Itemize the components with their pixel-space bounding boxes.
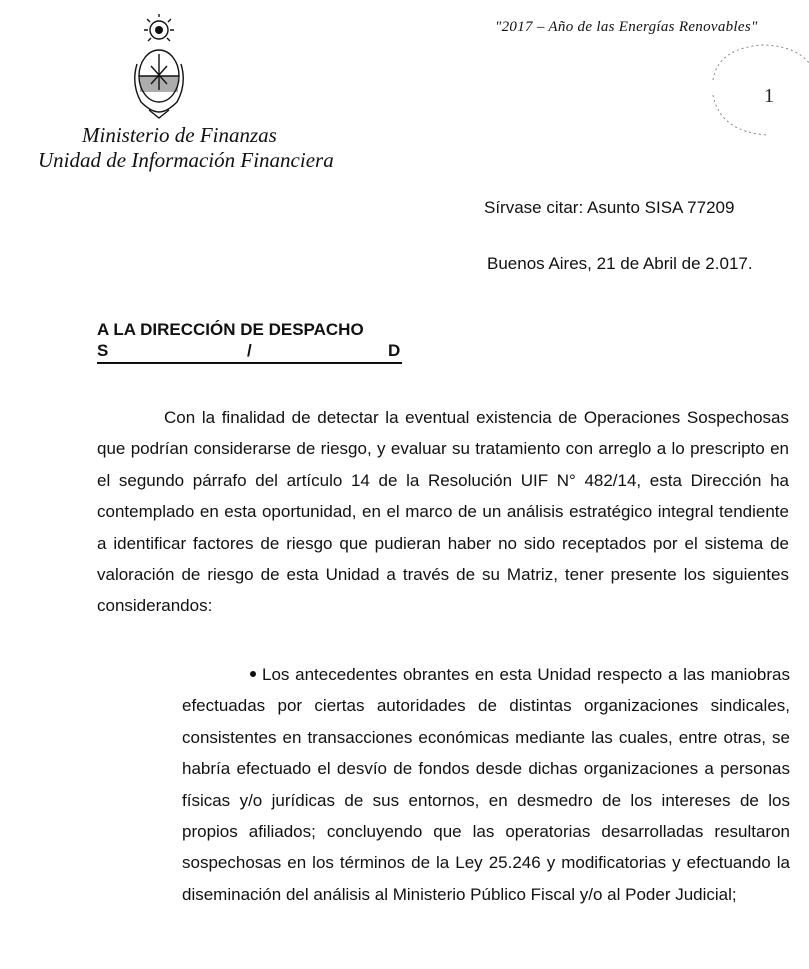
- folio-number: 1: [764, 85, 774, 107]
- sd-d: D: [388, 341, 401, 360]
- year-motto: "2017 – Año de las Energías Renovables": [495, 19, 758, 35]
- body-paragraph: [97, 402, 789, 622]
- sd-line: [97, 341, 402, 364]
- bullet-item: [182, 659, 790, 910]
- letter-date: Buenos Aires, 21 de Abril de 2.017.: [487, 254, 753, 273]
- unit-name: Unidad de Información Financiera: [38, 148, 334, 172]
- sd-slash: /: [247, 341, 252, 360]
- coat-of-arms-icon: [131, 14, 187, 120]
- folio-stamp: [708, 40, 809, 140]
- sd-s: S: [97, 341, 109, 360]
- case-reference: Sírvase citar: Asunto SISA 77209: [484, 198, 735, 217]
- paragraph-text: Con la finalidad de detectar la eventual existencia de Operaciones Sospechosas que podrían considerarse de riesgo, y evaluar su tratamiento con arreglo a lo prescripto en el segundo párrafo del artículo 14 de la Resolución UIF N° 482/14, esta Dirección ha contemplado en esta oportunidad, en el marco de un análisis estratégico integral tendiente a identificar factores de riesgo que pudieran haber no sido receptados por el sistema de valoración de riesgo de esta Unidad a través de su Matriz, tener presente los siguientes considerandos:: [97, 408, 789, 616]
- bullet-icon: [250, 671, 256, 677]
- bullet-text: Los antecedentes obrantes en esta Unidad respecto a las maniobras efectuadas por ciertas autoridades de distintas organizaciones sindicales, consistentes en transacciones económicas mediante las cuales, entre otras, se habría efectuado el desvío de fondos desde dichas organizaciones a personas físicas y/o jurídicas de sus entornos, en desmedro de los intereses de los propios afiliados; concluyendo que las operatorias desarrolladas resultaron sospechosas en los términos de la Ley 25.246 y modificatorias y efectuando la diseminación del análisis al Ministerio Público Fiscal y/o al Poder Judicial;: [182, 665, 790, 904]
- institution-name: [38, 123, 334, 173]
- ministry-name: Ministerio de Finanzas: [82, 123, 277, 147]
- addressee-title: A LA DIRECCIÓN DE DESPACHO: [97, 320, 364, 339]
